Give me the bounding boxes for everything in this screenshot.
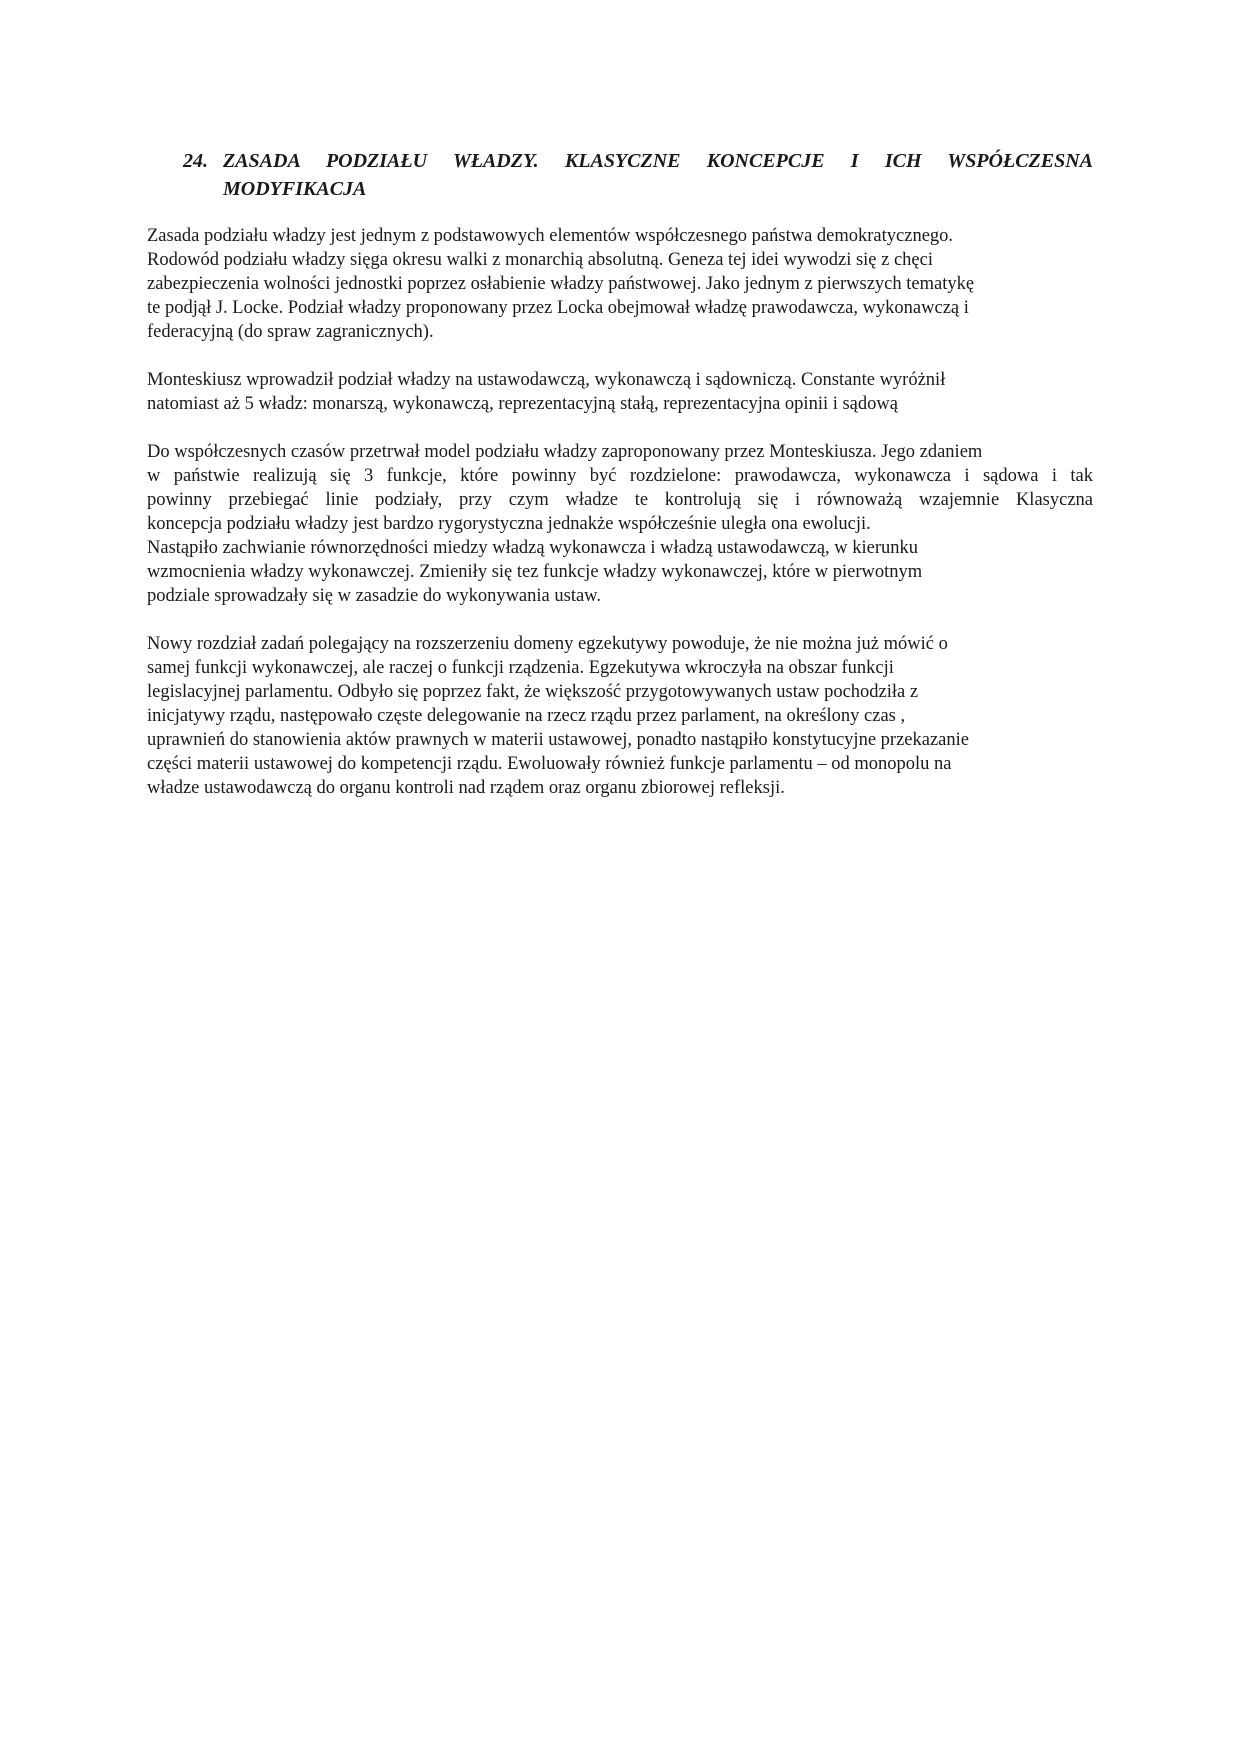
paragraph-line: władze ustawodawczą do organu kontroli nad rządem oraz organu zbiorowej refleksji.: [147, 778, 785, 798]
paragraph-line: Zasada podziału władzy jest jednym z podstawowych elementów współczesnego państwa demokratycznego.: [147, 226, 954, 246]
paragraph-line: podziale sprowadzały się w zasadzie do wykonywania ustaw.: [147, 586, 601, 606]
paragraph-line: samej funkcji wykonawczej, ale raczej o funkcji rządzenia. Egzekutywa wkroczyła na obszar funkcji: [147, 658, 894, 678]
heading-number: 24.: [183, 150, 208, 172]
paragraph-line: legislacyjnej parlamentu. Odbyło się poprzez fakt, że większość przygotowywanych ustaw pochodziła z: [147, 682, 919, 702]
paragraph-2: [147, 368, 1093, 416]
paragraph-line: zabezpieczenia wolności jednostki poprzez osłabienie władzy państwowej. Jako jednym z pierwszych tematykę: [147, 274, 975, 294]
document-body: [147, 224, 1093, 824]
paragraph-line: natomiast aż 5 władz: monarszą, wykonawczą, reprezentacyjną stałą, reprezentacyjna opinii i sądową: [147, 394, 898, 414]
paragraph-line: Rodowód podziału władzy sięga okresu walki z monarchią absolutną. Geneza tej idei wywodzi się z chęci: [147, 250, 933, 270]
paragraph-line: federacyjną (do spraw zagranicznych).: [147, 322, 434, 342]
heading-line-1: [183, 147, 1093, 175]
paragraph-4: [147, 632, 1093, 800]
paragraph-line: Nastąpiło zachwianie równorzędności miedzy władzą wykonawcza i władzą ustawodawczą, w kierunku: [147, 538, 919, 558]
paragraph-3: [147, 440, 1093, 608]
section-heading: [183, 147, 1093, 203]
paragraph-line: te podjął J. Locke. Podział władzy proponowany przez Locka obejmował władzę prawodawcza, wykonawczą i: [147, 298, 969, 318]
paragraph-line: inicjatywy rządu, następowało częste delegowanie na rzecz rządu przez parlament, na określony czas ,: [147, 706, 906, 726]
paragraph-line: koncepcja podziału władzy jest bardzo rygorystyczna jednakże współcześnie uległa ona ewolucji.: [147, 514, 871, 534]
paragraph-line: części materii ustawowej do kompetencji rządu. Ewoluowały również funkcje parlamentu – od monopolu na: [147, 754, 952, 774]
paragraph-line: Monteskiusz wprowadził podział władzy na ustawodawczą, wykonawczą i sądowniczą. Constante wyróżnił: [147, 370, 946, 390]
paragraph-line: wzmocnienia władzy wykonawczej. Zmieniły się tez funkcje władzy wykonawczej, które w pierwotnym: [147, 562, 923, 582]
paragraph-line: Do współczesnych czasów przetrwał model podziału władzy zaproponowany przez Monteskiusza. Jego zdaniem: [147, 442, 983, 462]
paragraph-line: Nowy rozdział zadań polegający na rozszerzeniu domeny egzekutywy powoduje, że nie można już mówić o: [147, 634, 948, 654]
paragraph-line: w państwie realizują się 3 funkcje, które powinny być rozdzielone: prawodawcza, wykonawcza i sądowa i tak: [147, 466, 1093, 486]
paragraph-1: [147, 224, 1093, 344]
heading-title-line-1: ZASADA PODZIAŁU WŁADZY. KLASYCZNE KONCEPCJE I ICH WSPÓŁCZESNA: [223, 150, 1093, 172]
paragraph-line: powinny przebiegać linie podziały, przy czym władze te kontrolują się i równoważą wzajemnie Klasyczna: [147, 490, 1093, 510]
paragraph-line: uprawnień do stanowienia aktów prawnych w materii ustawowej, ponadto nastąpiło konstytucyjne przekazanie: [147, 730, 969, 750]
heading-title-line-2: MODYFIKACJA: [223, 178, 367, 200]
